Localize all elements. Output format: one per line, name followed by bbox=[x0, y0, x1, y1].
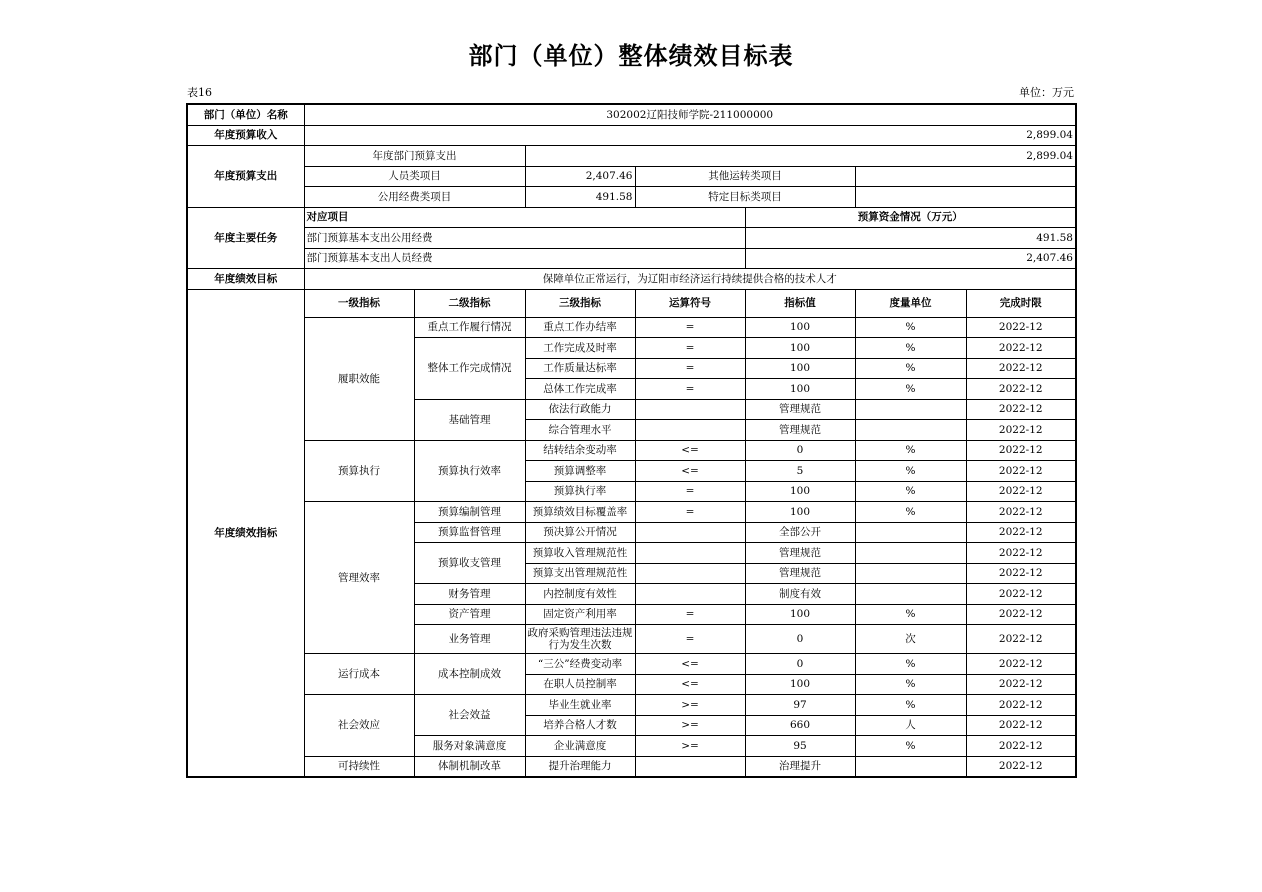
due-cell: 2022-12 bbox=[966, 654, 1076, 675]
tasks-col-project: 对应项目 bbox=[304, 207, 745, 228]
due-cell: 2022-12 bbox=[966, 674, 1076, 695]
unit-cell bbox=[855, 543, 966, 564]
l3-cell: 工作质量达标率 bbox=[525, 358, 635, 379]
l2-cell: 重点工作履行情况 bbox=[414, 317, 525, 338]
unit-cell: % bbox=[855, 604, 966, 625]
l3-cell: 结转结余变动率 bbox=[525, 440, 635, 461]
op-cell bbox=[635, 420, 745, 441]
due-cell: 2022-12 bbox=[966, 481, 1076, 502]
dept-budget-value: 2,899.04 bbox=[525, 146, 1076, 167]
l3-cell: “三公”经费变动率 bbox=[525, 654, 635, 675]
indicator-header-row bbox=[187, 289, 1076, 317]
tasks-row bbox=[187, 228, 1076, 249]
unit-cell: % bbox=[855, 317, 966, 338]
table-number: 表16 bbox=[187, 86, 212, 99]
l3-cell: 重点工作办结率 bbox=[525, 317, 635, 338]
table-row bbox=[187, 317, 1076, 338]
income-row bbox=[187, 125, 1076, 146]
l3-cell: 预算执行率 bbox=[525, 481, 635, 502]
due-cell: 2022-12 bbox=[966, 756, 1076, 777]
other-value bbox=[855, 166, 1076, 187]
value-cell: 治理提升 bbox=[745, 756, 855, 777]
dept-row bbox=[187, 104, 1076, 125]
op-cell: = bbox=[635, 481, 745, 502]
unit-cell: % bbox=[855, 654, 966, 675]
l2-cell: 预算执行效率 bbox=[414, 440, 525, 502]
income-label: 年度预算收入 bbox=[187, 125, 304, 146]
value-cell: 100 bbox=[745, 674, 855, 695]
l3-cell: 提升治理能力 bbox=[525, 756, 635, 777]
header-op: 运算符号 bbox=[635, 289, 745, 317]
value-cell: 管理规范 bbox=[745, 420, 855, 441]
op-cell: >= bbox=[635, 715, 745, 736]
table-row bbox=[187, 756, 1076, 777]
unit-cell: % bbox=[855, 358, 966, 379]
op-cell bbox=[635, 584, 745, 605]
l1-cell: 预算执行 bbox=[304, 440, 414, 502]
l2-cell: 预算编制管理 bbox=[414, 502, 525, 523]
task-name: 部门预算基本支出人员经费 bbox=[304, 248, 745, 269]
value-cell: 95 bbox=[745, 736, 855, 757]
due-cell: 2022-12 bbox=[966, 625, 1076, 654]
dept-label: 部门（单位）名称 bbox=[187, 104, 304, 125]
op-cell: <= bbox=[635, 440, 745, 461]
value-cell: 管理规范 bbox=[745, 543, 855, 564]
l2-cell: 财务管理 bbox=[414, 584, 525, 605]
other-label: 其他运转类项目 bbox=[635, 166, 855, 187]
l3-cell: 预决算公开情况 bbox=[525, 522, 635, 543]
public-value: 491.58 bbox=[525, 187, 635, 208]
l2-cell: 业务管理 bbox=[414, 625, 525, 654]
dept-budget-label: 年度部门预算支出 bbox=[304, 146, 525, 167]
op-cell: = bbox=[635, 358, 745, 379]
value-cell: 100 bbox=[745, 317, 855, 338]
expense-row bbox=[187, 146, 1076, 167]
tasks-row bbox=[187, 248, 1076, 269]
due-cell: 2022-12 bbox=[966, 563, 1076, 584]
l3-cell: 内控制度有效性 bbox=[525, 584, 635, 605]
value-cell: 0 bbox=[745, 625, 855, 654]
l3-cell: 预算收入管理规范性 bbox=[525, 543, 635, 564]
indicators-label: 年度绩效指标 bbox=[187, 289, 304, 777]
l3-cell: 培养合格人才数 bbox=[525, 715, 635, 736]
special-label: 特定目标类项目 bbox=[635, 187, 855, 208]
value-cell: 5 bbox=[745, 461, 855, 482]
table-row bbox=[187, 440, 1076, 461]
due-cell: 2022-12 bbox=[966, 420, 1076, 441]
unit-cell: 次 bbox=[855, 625, 966, 654]
l3-cell: 总体工作完成率 bbox=[525, 379, 635, 400]
header-l2: 二级指标 bbox=[414, 289, 525, 317]
l2-cell: 社会效益 bbox=[414, 695, 525, 736]
op-cell bbox=[635, 563, 745, 584]
income-value: 2,899.04 bbox=[304, 125, 1076, 146]
value-cell: 660 bbox=[745, 715, 855, 736]
l2-cell: 预算收支管理 bbox=[414, 543, 525, 584]
l3-cell: 固定资产利用率 bbox=[525, 604, 635, 625]
due-cell: 2022-12 bbox=[966, 461, 1076, 482]
unit-cell: % bbox=[855, 502, 966, 523]
unit-cell bbox=[855, 522, 966, 543]
unit-cell bbox=[855, 756, 966, 777]
due-cell: 2022-12 bbox=[966, 715, 1076, 736]
l3-cell: 综合管理水平 bbox=[525, 420, 635, 441]
tasks-col-funds: 预算资金情况（万元） bbox=[745, 207, 1076, 228]
special-value bbox=[855, 187, 1076, 208]
unit-cell: % bbox=[855, 481, 966, 502]
header-l1: 一级指标 bbox=[304, 289, 414, 317]
l3-cell: 依法行政能力 bbox=[525, 399, 635, 420]
value-cell: 100 bbox=[745, 379, 855, 400]
expense-row bbox=[187, 166, 1076, 187]
personnel-value: 2,407.46 bbox=[525, 166, 635, 187]
due-cell: 2022-12 bbox=[966, 358, 1076, 379]
table-row bbox=[187, 654, 1076, 675]
unit-cell: % bbox=[855, 440, 966, 461]
l2-cell: 基础管理 bbox=[414, 399, 525, 440]
op-cell: <= bbox=[635, 461, 745, 482]
op-cell: = bbox=[635, 502, 745, 523]
l3-cell: 预算调整率 bbox=[525, 461, 635, 482]
due-cell: 2022-12 bbox=[966, 736, 1076, 757]
op-cell: = bbox=[635, 379, 745, 400]
expense-label: 年度预算支出 bbox=[187, 146, 304, 208]
unit-cell: % bbox=[855, 338, 966, 359]
value-cell: 管理规范 bbox=[745, 399, 855, 420]
l1-cell: 可持续性 bbox=[304, 756, 414, 777]
l1-cell: 社会效应 bbox=[304, 695, 414, 757]
op-cell: = bbox=[635, 625, 745, 654]
l3-cell: 在职人员控制率 bbox=[525, 674, 635, 695]
value-cell: 全部公开 bbox=[745, 522, 855, 543]
op-cell: = bbox=[635, 604, 745, 625]
op-cell: = bbox=[635, 338, 745, 359]
unit-cell bbox=[855, 563, 966, 584]
public-label: 公用经费类项目 bbox=[304, 187, 525, 208]
l2-cell: 成本控制成效 bbox=[414, 654, 525, 695]
task-amount: 491.58 bbox=[745, 228, 1076, 249]
header-value: 指标值 bbox=[745, 289, 855, 317]
unit-cell: % bbox=[855, 736, 966, 757]
l2-cell: 服务对象满意度 bbox=[414, 736, 525, 757]
due-cell: 2022-12 bbox=[966, 317, 1076, 338]
value-cell: 100 bbox=[745, 358, 855, 379]
value-cell: 制度有效 bbox=[745, 584, 855, 605]
unit-cell: % bbox=[855, 674, 966, 695]
l2-cell: 体制机制改革 bbox=[414, 756, 525, 777]
header-due: 完成时限 bbox=[966, 289, 1076, 317]
due-cell: 2022-12 bbox=[966, 399, 1076, 420]
value-cell: 97 bbox=[745, 695, 855, 716]
header-unit: 度量单位 bbox=[855, 289, 966, 317]
l3-cell: 工作完成及时率 bbox=[525, 338, 635, 359]
due-cell: 2022-12 bbox=[966, 502, 1076, 523]
task-amount: 2,407.46 bbox=[745, 248, 1076, 269]
l3-cell: 企业满意度 bbox=[525, 736, 635, 757]
task-name: 部门预算基本支出公用经费 bbox=[304, 228, 745, 249]
unit-cell bbox=[855, 584, 966, 605]
due-cell: 2022-12 bbox=[966, 338, 1076, 359]
table-row bbox=[187, 695, 1076, 716]
value-cell: 管理规范 bbox=[745, 563, 855, 584]
due-cell: 2022-12 bbox=[966, 543, 1076, 564]
unit-cell: % bbox=[855, 695, 966, 716]
unit-cell: 人 bbox=[855, 715, 966, 736]
l3-cell: 政府采购管理违法违规行为发生次数 bbox=[525, 625, 635, 654]
due-cell: 2022-12 bbox=[966, 522, 1076, 543]
due-cell: 2022-12 bbox=[966, 584, 1076, 605]
due-cell: 2022-12 bbox=[966, 695, 1076, 716]
l2-cell: 资产管理 bbox=[414, 604, 525, 625]
tasks-row bbox=[187, 207, 1076, 228]
unit-label: 单位：万元 bbox=[1019, 86, 1074, 99]
value-cell: 100 bbox=[745, 502, 855, 523]
performance-table bbox=[186, 103, 1077, 778]
l3-cell: 预算支出管理规范性 bbox=[525, 563, 635, 584]
op-cell bbox=[635, 756, 745, 777]
goal-label: 年度绩效目标 bbox=[187, 269, 304, 290]
l2-cell: 预算监督管理 bbox=[414, 522, 525, 543]
l1-cell: 履职效能 bbox=[304, 317, 414, 440]
value-cell: 100 bbox=[745, 481, 855, 502]
value-cell: 100 bbox=[745, 338, 855, 359]
due-cell: 2022-12 bbox=[966, 379, 1076, 400]
op-cell: = bbox=[635, 317, 745, 338]
l2-cell: 整体工作完成情况 bbox=[414, 338, 525, 400]
value-cell: 100 bbox=[745, 604, 855, 625]
unit-cell bbox=[855, 399, 966, 420]
l3-cell: 预算绩效目标覆盖率 bbox=[525, 502, 635, 523]
due-cell: 2022-12 bbox=[966, 604, 1076, 625]
page-title: 部门（单位）整体绩效目标表 bbox=[468, 41, 794, 70]
dept-value: 302002辽阳技师学院-211000000 bbox=[304, 104, 1076, 125]
op-cell: >= bbox=[635, 736, 745, 757]
l3-cell: 毕业生就业率 bbox=[525, 695, 635, 716]
due-cell: 2022-12 bbox=[966, 440, 1076, 461]
op-cell bbox=[635, 399, 745, 420]
op-cell bbox=[635, 522, 745, 543]
unit-cell bbox=[855, 420, 966, 441]
value-cell: 0 bbox=[745, 654, 855, 675]
table-row bbox=[187, 502, 1076, 523]
unit-cell: % bbox=[855, 461, 966, 482]
op-cell: <= bbox=[635, 654, 745, 675]
op-cell bbox=[635, 543, 745, 564]
unit-cell: % bbox=[855, 379, 966, 400]
tasks-label: 年度主要任务 bbox=[187, 207, 304, 269]
goal-row bbox=[187, 269, 1076, 290]
personnel-label: 人员类项目 bbox=[304, 166, 525, 187]
l1-cell: 管理效率 bbox=[304, 502, 414, 654]
goal-text: 保障单位正常运行，为辽阳市经济运行持续提供合格的技术人才 bbox=[304, 269, 1076, 290]
op-cell: >= bbox=[635, 695, 745, 716]
l1-cell: 运行成本 bbox=[304, 654, 414, 695]
value-cell: 0 bbox=[745, 440, 855, 461]
expense-row bbox=[187, 187, 1076, 208]
op-cell: <= bbox=[635, 674, 745, 695]
header-l3: 三级指标 bbox=[525, 289, 635, 317]
